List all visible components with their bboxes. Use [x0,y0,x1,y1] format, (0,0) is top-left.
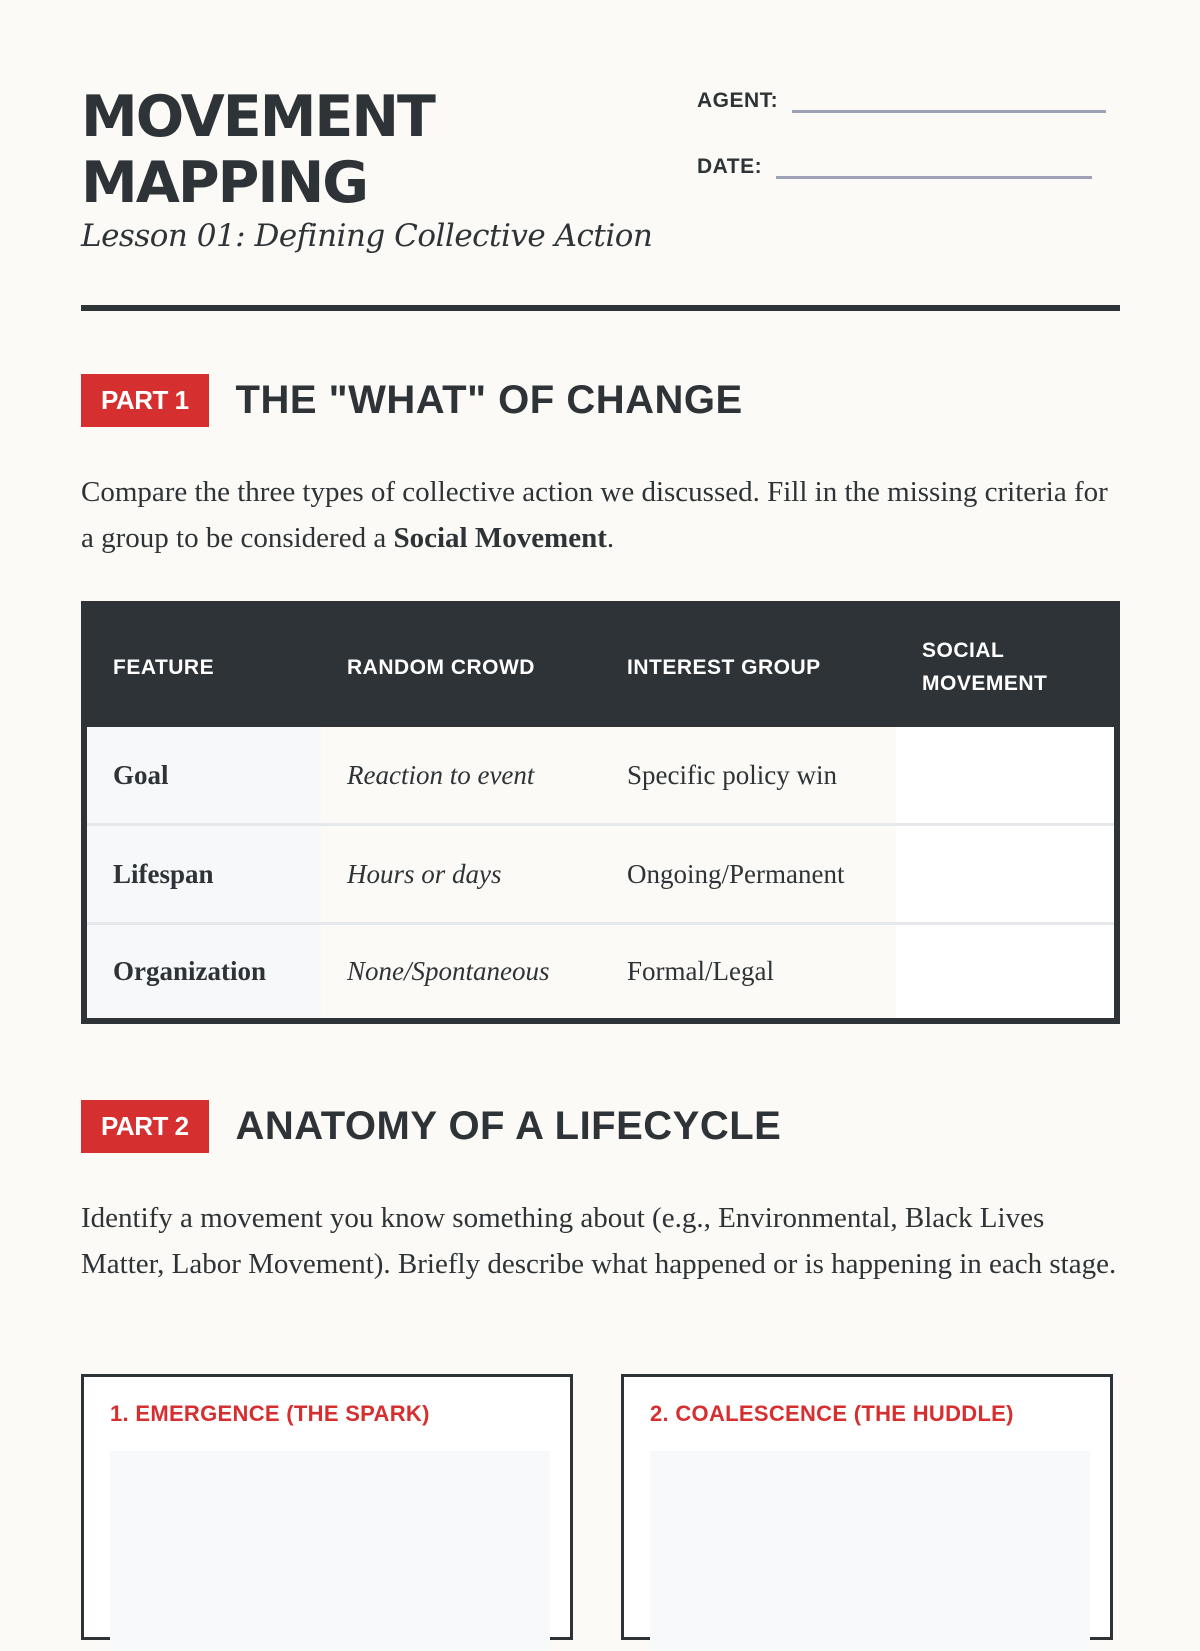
header-random-crowd: RANDOM CROWD [321,607,601,727]
part1-intro-text: Compare the three types of collective action we discussed. Fill in the missing criteria for a group to be considered a [81,476,1108,554]
date-field [697,152,1092,179]
part2-heading [81,1100,781,1153]
title-line-1: MOVEMENT [81,84,434,150]
stage-answer-area[interactable] [650,1451,1090,1651]
agent-input-line[interactable] [792,86,1106,113]
crowd-cell: Hours or days [321,825,601,924]
table-row [87,727,1114,825]
part1-badge: PART 1 [81,374,209,427]
worksheet-header [81,80,1120,311]
header-interest-group: INTEREST GROUP [601,607,896,727]
date-input-line[interactable] [776,152,1092,179]
table-header-row [87,607,1114,727]
interest-cell: Formal/Legal [601,924,896,1019]
part2-title: ANATOMY OF A LIFECYCLE [235,1104,782,1148]
stage-box-emergence [81,1374,573,1640]
date-label: DATE: [697,155,763,178]
title-line-2: MAPPING [81,150,368,216]
stage-box-coalescence [621,1374,1113,1640]
table-row [87,924,1114,1019]
part1-instructions [81,469,1120,561]
stage-title: 1. EMERGENCE (THE SPARK) [110,1401,430,1426]
social-movement-answer-cell[interactable] [896,924,1114,1019]
interest-cell: Ongoing/Permanent [601,825,896,924]
crowd-cell: Reaction to event [321,727,601,825]
worksheet-page [81,0,1120,1600]
social-movement-answer-cell[interactable] [896,825,1114,924]
part1-intro-end: . [606,522,615,554]
lesson-subtitle: Lesson 01: Defining Collective Action [81,218,653,254]
stage-title: 2. COALESCENCE (THE HUDDLE) [650,1401,1014,1426]
header-social-movement: SOCIAL MOVEMENT [896,607,1114,727]
table-row [87,825,1114,924]
part1-heading [81,374,743,427]
interest-cell: Specific policy win [601,727,896,825]
part1-intro-bold: Social Movement [393,522,607,554]
comparison-table [81,601,1120,1024]
part2-instructions: Identify a movement you know something about (e.g., Environmental, Black Lives Matter, Labor Movement). Briefly describe what happened or is happening in each stage. [81,1202,1117,1280]
header-feature: FEATURE [87,607,321,727]
worksheet-title [81,84,434,216]
agent-label: AGENT: [697,89,779,112]
stage-answer-area[interactable] [110,1451,550,1651]
feature-cell: Goal [87,727,321,825]
social-movement-answer-cell[interactable] [896,727,1114,825]
agent-field [697,86,1106,113]
feature-cell: Lifespan [87,825,321,924]
part1-title: THE "WHAT" OF CHANGE [235,378,743,422]
feature-cell: Organization [87,924,321,1019]
part2-badge: PART 2 [81,1100,209,1153]
crowd-cell: None/Spontaneous [321,924,601,1019]
